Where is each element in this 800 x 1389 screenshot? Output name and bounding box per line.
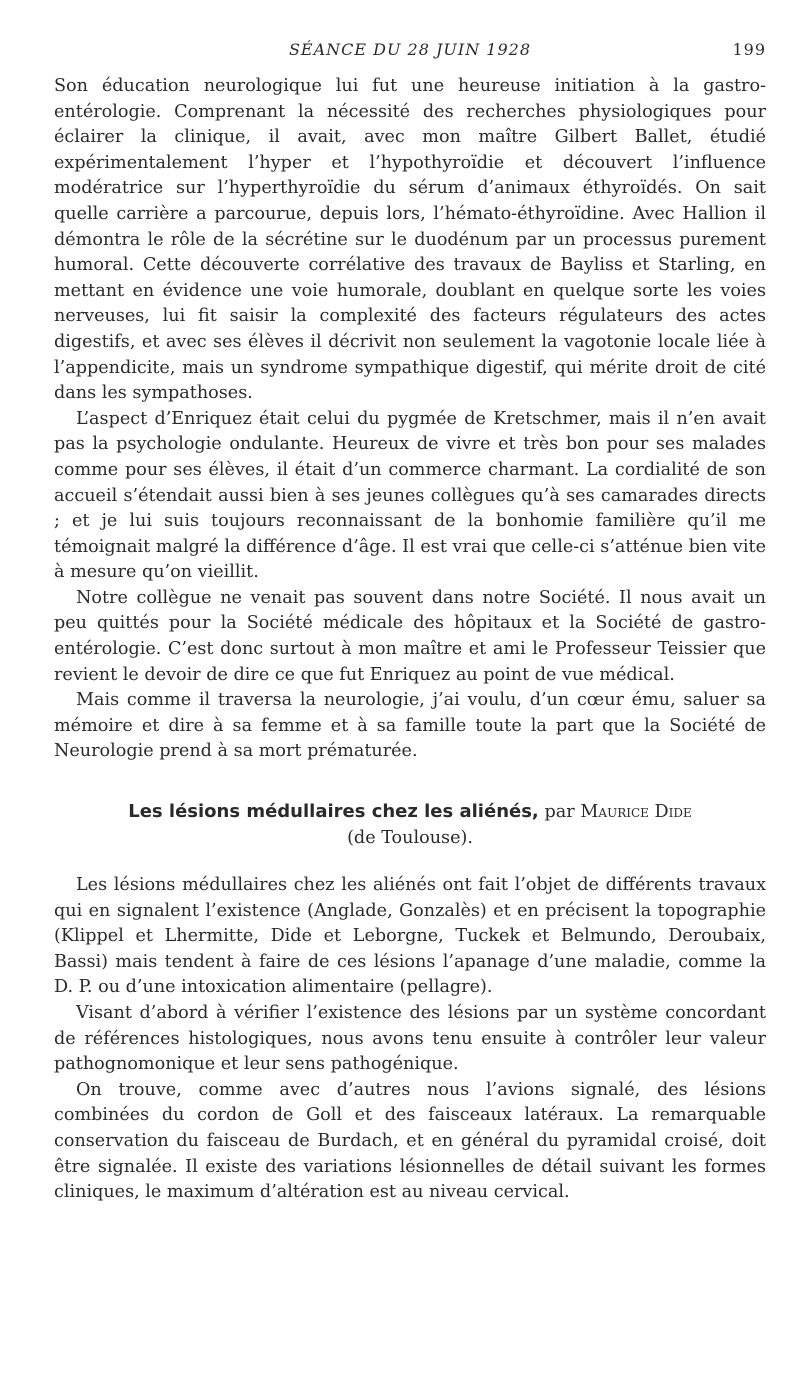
paragraph: Visant d’abord à vérifier l’existence des lésions par un système concordant de références histologiques, nous avons tenu ensuite à contrôler leur valeur pathognomonique et leur sens pathogénique. — [54, 1003, 766, 1075]
section-heading — [54, 799, 766, 851]
section-by: par — [544, 802, 575, 823]
section-title: Les lésions médullaires chez les aliénés, — [128, 801, 539, 823]
previous-article-body — [54, 74, 766, 765]
section-place: (de Toulouse). — [347, 828, 473, 849]
running-title: SÉANCE DU 28 JUIN 1928 — [288, 40, 532, 59]
paragraph: Son éducation neurologique lui fut une heureuse initiation à la gastro-entérologie. Comprenant la nécessité des recherches physiologiques pour éclairer la clinique, il avait, avec mon maître Gilbert Ballet, étudié expérimentalement l’hyper et l’hypothyroïdie et découvert l’influence modératrice sur l’hyperthyroïdie du sérum d’animaux éthyroïdés. On sait quelle carrière a parcourue, depuis lors, l’hémato-éthyroïdine. Avec Hallion il démontra le rôle de la sécrétine sur le duodénum par un processus purement humoral. Cette découverte corrélative des travaux de Bayliss et Starling, en mettant en évidence une voie humorale, doublant en quelque sorte les voies nerveuses, lui fit saisir la complexité des facteurs régulateurs des actes digestifs, et avec ses élèves il décrivit non seulement la vagotonie locale liée à l’appendicite, mais un syndrome sympathique digestif, qui mérite droit de cité dans les sympathoses. — [54, 76, 766, 404]
paragraph: On trouve, comme avec d’autres nous l’avions signalé, des lésions combinées du cordon de Goll et des faisceaux latéraux. La remarquable conservation du faisceau de Burdach, et en général du pyramidal croisé, doit être signalée. Il existe des variations lésionnelles de détail suivant les formes cliniques, le maximum d’altération est au niveau cervical. — [54, 1079, 766, 1203]
paragraph: L’aspect d’Enriquez était celui du pygmée de Kretschmer, mais il n’en avait pas la psychologie ondulante. Heureux de vivre et très bon pour ses malades comme pour ses élèves, il était d’un commerce charmant. La cordialité de son accueil s’étendait aussi bien à ses jeunes collègues qu’à ses camarades directs ; et je lui suis toujours reconnaissant de la bonhomie familière qu’il me témoignait malgré la différence d’âge. Il est vrai que celle-ci s’atténue bien vite à mesure qu’on vieillit. — [54, 408, 766, 583]
running-head — [54, 40, 766, 74]
article-body — [54, 873, 766, 1206]
page-number: 199 — [732, 40, 766, 59]
paragraph: Mais comme il traversa la neurologie, j’ai voulu, d’un cœur ému, saluer sa mémoire et dire à sa femme et à sa famille toute la part que la Société de Neurologie prend à sa mort prématurée. — [54, 690, 766, 762]
paragraph: Notre collègue ne venait pas souvent dans notre Société. Il nous avait un peu quittés pour la Société médicale des hôpitaux et la Société de gastro-entérologie. C’est donc surtout à mon maître et ami le Professeur Teissier que revient le devoir de dire ce que fut Enriquez au point de vue médical. — [54, 587, 766, 685]
section-author: Maurice Dide — [580, 802, 692, 823]
paragraph: Les lésions médullaires chez les aliénés ont fait l’objet de différents travaux qui en signalent l’existence (Anglade, Gonzalès) et en précisent la topographie (Klippel et Lhermitte, Dide et Leborgne, Tuckek et Belmundo, Deroubaix, Bassi) mais tendent à faire de ces lésions l’apanage d’une maladie, comme la D. P. ou d’une intoxication alimentaire (pellagre). — [54, 875, 766, 998]
page — [54, 40, 766, 1206]
